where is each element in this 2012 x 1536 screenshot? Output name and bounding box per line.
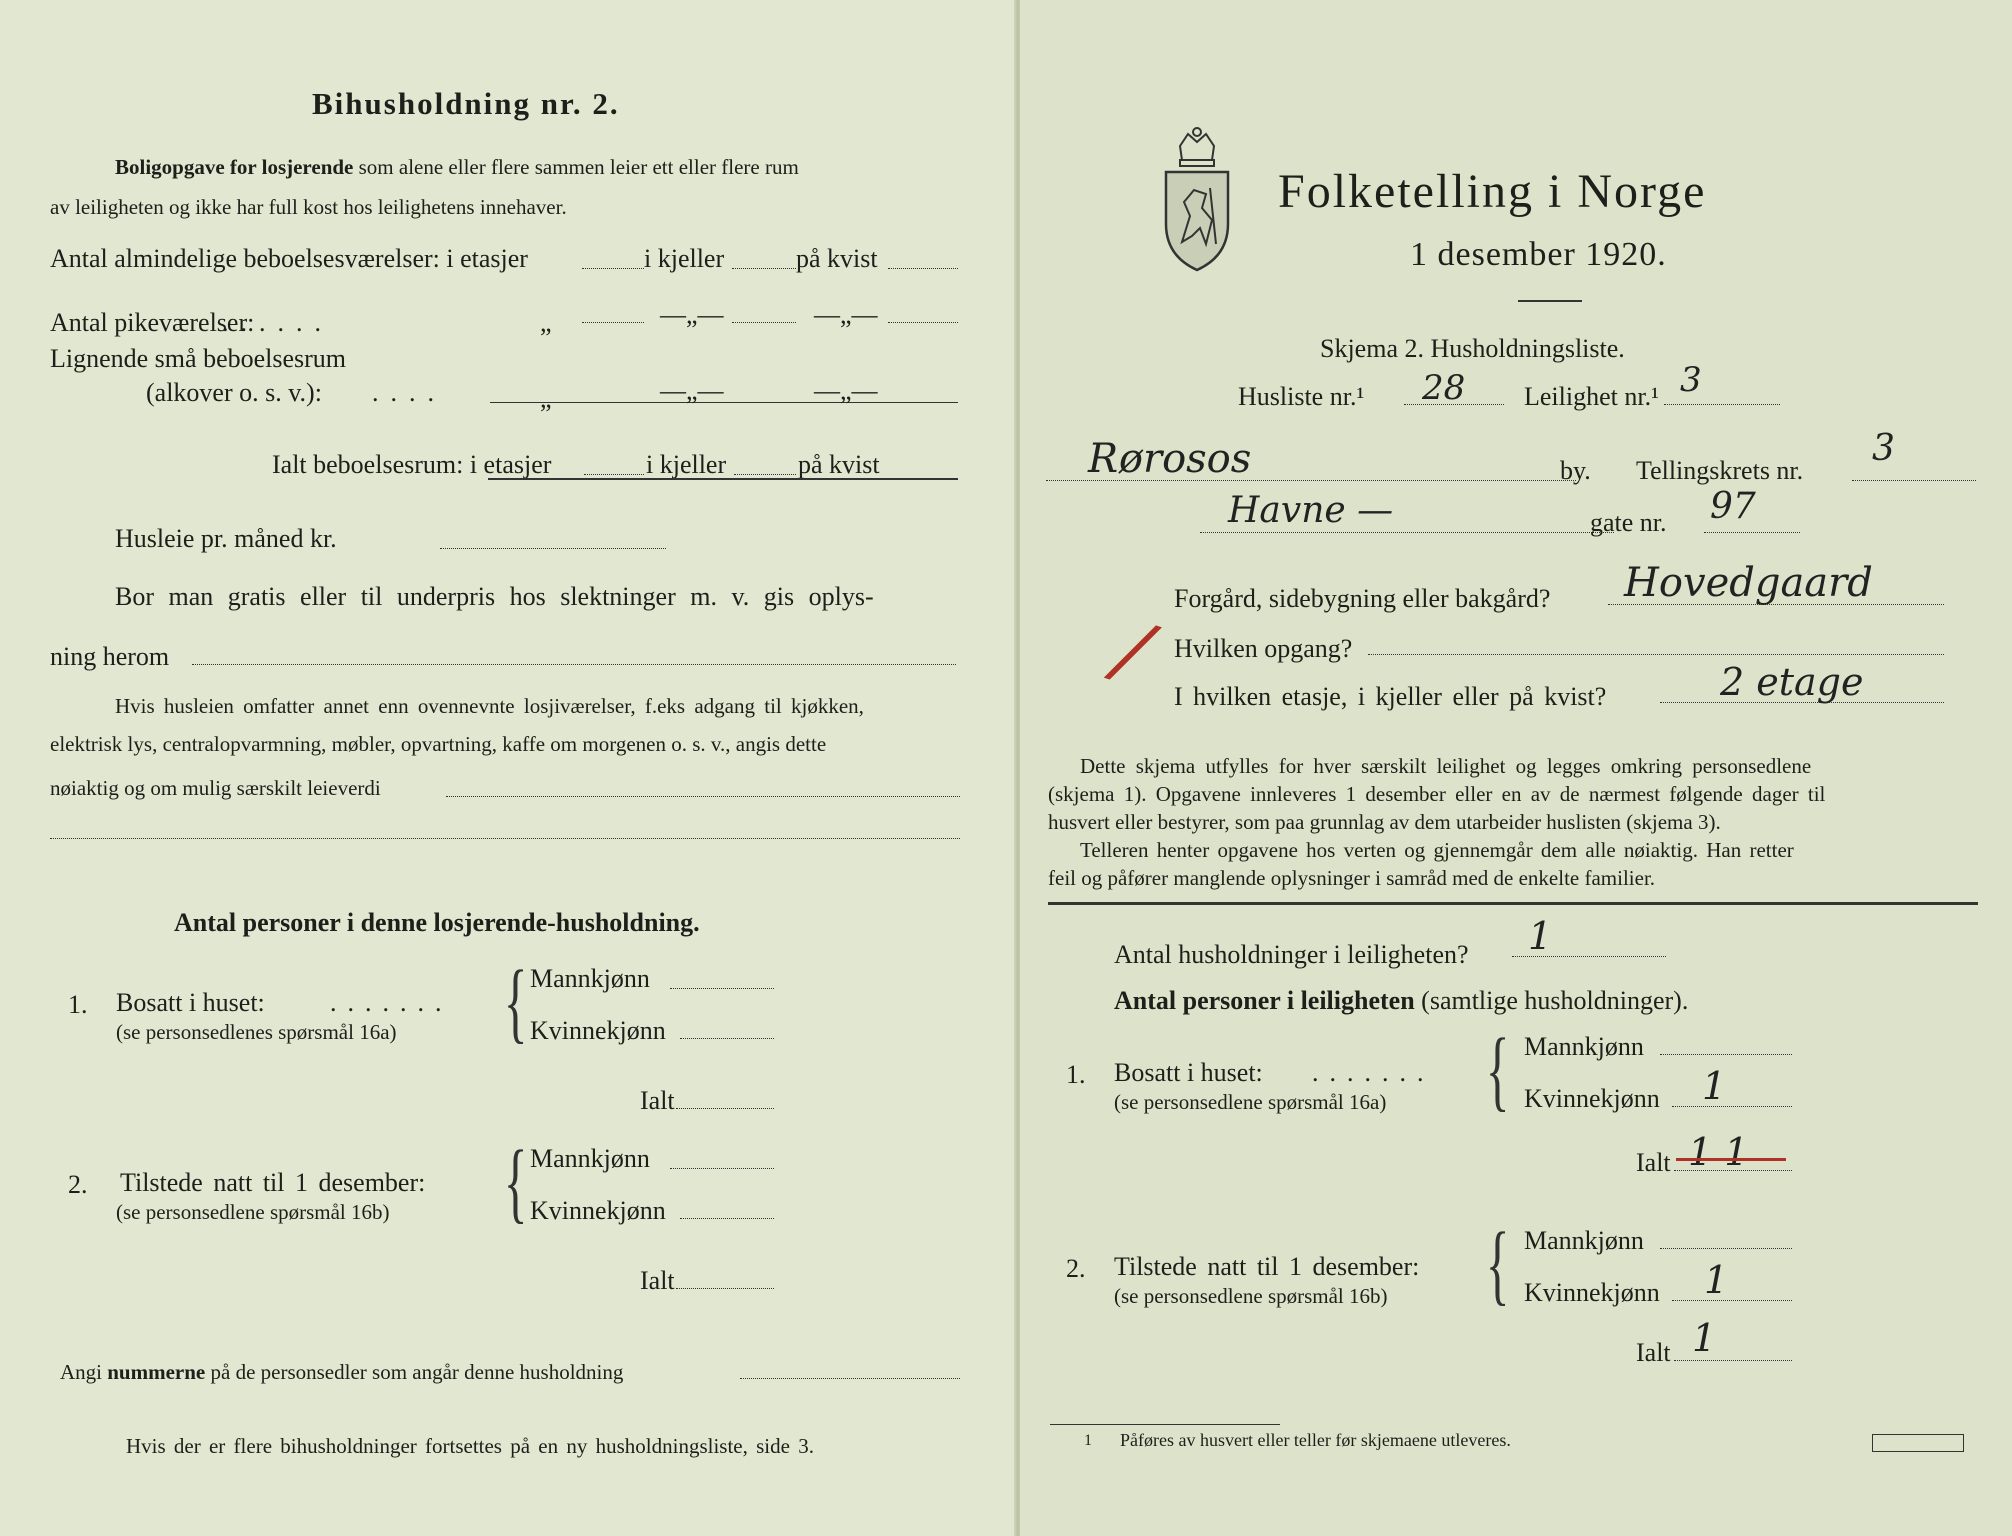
pike-kjeller-field[interactable]: [732, 322, 796, 323]
ialt-kjeller-field[interactable]: [734, 474, 796, 475]
tellingskrets-field[interactable]: [1852, 480, 1976, 481]
left-item-2-kvinnekjonn: Kvinnekjønn: [530, 1196, 666, 1225]
right-item-2-ialt: Ialt: [1636, 1338, 1671, 1367]
gate-field[interactable]: [1200, 532, 1614, 533]
norway-coat-of-arms-icon: [1160, 124, 1234, 274]
leieverdi-extra-field[interactable]: [50, 838, 960, 839]
leilighet-nr-label: Leilighet nr.¹: [1524, 382, 1659, 411]
antal-beboelsesvaerelser-label: Antal almindelige beboelsesværelser: i etasjer: [50, 244, 528, 273]
left-item-2-kvinnekjonn-field[interactable]: [680, 1218, 774, 1219]
right-item-1-ialt-value: 1 1: [1688, 1130, 1749, 1174]
right-item-1-mannkjonn: Mannkjønn: [1524, 1032, 1644, 1061]
angi-rest: på de personsedler som angår denne husholdning: [210, 1360, 624, 1384]
right-item-1-dots: .......: [1312, 1058, 1435, 1087]
flere-bihusholdninger-note: Hvis der er flere bihusholdninger fortsettes på en ny husholdningsliste, side 3.: [126, 1434, 814, 1458]
pikevaerelser-dots: ......: [222, 308, 333, 337]
alkover-ditto-mark: „: [540, 384, 552, 413]
right-item-2-mannkjonn-field[interactable]: [1660, 1248, 1792, 1249]
rooms-kjeller-label: i kjeller: [644, 244, 725, 273]
right-item-2-label: Tilstede natt til 1 desember:: [1114, 1252, 1420, 1281]
skjema-label: Skjema 2. Husholdningsliste.: [1320, 334, 1625, 363]
pikevaerelser-label: Antal pikeværelser:: [50, 308, 255, 337]
pike-ditto-mark: „: [540, 308, 552, 337]
right-item-1-kvinnekjonn: Kvinnekjønn: [1524, 1084, 1660, 1113]
right-item-2-brace: {: [1485, 1215, 1510, 1314]
right-item-1-brace: {: [1485, 1021, 1510, 1120]
leieverdi-field[interactable]: [446, 796, 960, 797]
right-item-2-kvinnekjonn: Kvinnekjønn: [1524, 1278, 1660, 1307]
husleie-field[interactable]: [440, 548, 666, 549]
right-item-2-ialt-field[interactable]: [1674, 1360, 1792, 1361]
footnote-marker: 1: [1084, 1432, 1092, 1449]
instructions-line1: Dette skjema utfylles for hver særskilt leilighet og legges omkring personsedlene: [1080, 754, 1812, 778]
husleie-omfatter-line3: nøiaktig og om mulig særskilt leieverdi: [50, 776, 381, 800]
alkover-underline: [490, 402, 958, 403]
husliste-nr-label: Husliste nr.¹: [1238, 382, 1365, 411]
red-check-mark: /: [1106, 602, 1161, 699]
left-item-1-mannkjonn: Mannkjønn: [530, 964, 650, 993]
tellingskrets-value: 3: [1872, 428, 1895, 469]
ialt-beboelsesrum-label: Ialt beboelsesrum: i etasjer: [272, 450, 552, 479]
husliste-nr-value: 28: [1422, 368, 1466, 408]
pike-kvist-field[interactable]: [888, 322, 958, 323]
instructions-line3: husvert eller bestyrer, som paa grunnlag av dem utarbeider huslisten (skjema 3).: [1048, 810, 1721, 834]
right-item-2-number: 2.: [1066, 1254, 1086, 1283]
left-item-2-mannkjonn: Mannkjønn: [530, 1144, 650, 1173]
right-item-1-ialt: Ialt: [1636, 1148, 1671, 1177]
husleie-label: Husleie pr. måned kr.: [115, 524, 337, 553]
leilighet-nr-field[interactable]: [1664, 404, 1780, 405]
left-item-1-label: Bosatt i huset:: [116, 988, 265, 1017]
gratis-line1: Bor man gratis eller til underpris hos slektninger m. v. gis oplys-: [115, 582, 874, 611]
left-item-2-brace: {: [503, 1133, 528, 1232]
antal-husholdninger-value: 1: [1528, 914, 1553, 958]
right-item-2-mannkjonn: Mannkjønn: [1524, 1226, 1644, 1255]
left-item-1-brace: {: [503, 953, 528, 1052]
footnote-text: Påføres av husvert eller teller før skjemaene utleveres.: [1120, 1430, 1511, 1450]
left-item-1-dots: .......: [330, 988, 453, 1017]
husleie-omfatter-line1: Hvis husleien omfatter annet enn ovennevnte losjiværelser, f.eks adgang til kjøkken,: [115, 694, 864, 718]
forgard-label: Forgård, sidebygning eller bakgård?: [1174, 584, 1551, 613]
alkover-ditto-dash-1: —„—: [660, 376, 724, 405]
opgang-field[interactable]: [1368, 654, 1944, 655]
census-date: 1 desember 1920.: [1410, 236, 1667, 273]
antal-personer-line: [1114, 986, 1688, 1016]
instructions-line2: (skjema 1). Opgavene innleveres 1 desember eller en av de nærmest følgende dager til: [1048, 782, 1826, 806]
ialt-kjeller-label: i kjeller: [646, 450, 727, 479]
left-item-2-mannkjonn-field[interactable]: [670, 1168, 774, 1169]
left-item-2-note: (se personsedlene spørsmål 16b): [116, 1200, 390, 1224]
right-item-2-kvinnekjonn-value: 1: [1704, 1258, 1729, 1302]
right-item-2-ialt-value: 1: [1692, 1316, 1717, 1360]
gate-nr-label: gate nr.: [1590, 508, 1667, 537]
footnote-rule: [1050, 1424, 1280, 1425]
right-item-1-label: Bosatt i huset:: [1114, 1058, 1263, 1087]
angi-nummerne-bold: nummerne: [107, 1360, 206, 1384]
right-item-2-note: (se personsedlene spørsmål 16b): [1114, 1284, 1388, 1308]
boligopgave-intro-bold: Boligopgave for losjerende: [115, 155, 354, 179]
gratis-line2: ning herom: [50, 642, 170, 671]
left-item-1-kvinnekjonn-field[interactable]: [680, 1038, 774, 1039]
alkover-label: (alkover o. s. v.):: [146, 378, 322, 407]
boligopgave-intro-rest: som alene eller flere sammen leier ett eller flere rum: [358, 155, 799, 179]
bihusholdning-heading: Bihusholdning nr. 2.: [312, 86, 620, 121]
left-item-1-number: 1.: [68, 990, 88, 1019]
rooms-kjeller-field[interactable]: [732, 268, 796, 269]
gratis-field[interactable]: [192, 664, 956, 665]
rooms-etasjer-field[interactable]: [582, 268, 644, 269]
forgard-value: Hovedgaard: [1624, 560, 1873, 606]
boligopgave-intro-line1: [115, 155, 799, 180]
left-item-1-ialt-field[interactable]: [676, 1108, 774, 1109]
opgang-label: Hvilken opgang?: [1174, 634, 1353, 663]
left-item-1-note: (se personsedlenes spørsmål 16a): [116, 1020, 397, 1044]
pike-ditto-dash-1: —„—: [660, 300, 724, 329]
right-page: [1020, 0, 2012, 1536]
etasje-value: 2 etage: [1720, 660, 1864, 704]
ialt-kvist-label: på kvist: [798, 450, 880, 479]
left-item-1-kvinnekjonn: Kvinnekjønn: [530, 1016, 666, 1045]
gate-nr-value: 97: [1710, 486, 1756, 527]
left-item-2-ialt: Ialt: [640, 1266, 675, 1295]
right-item-2-kvinnekjonn-field[interactable]: [1672, 1300, 1792, 1301]
printer-stamp: [1872, 1434, 1964, 1452]
rooms-kvist-field[interactable]: [888, 268, 958, 269]
lignende-label: Lignende små beboelsesrum: [50, 344, 347, 373]
gate-value: Havne —: [1228, 490, 1394, 531]
by-label: by.: [1560, 456, 1591, 485]
antal-personer-bold: Antal personer i leiligheten: [1114, 986, 1415, 1015]
alkover-ditto-dash-2: —„—: [814, 376, 878, 405]
section-rule: [1048, 902, 1978, 905]
leilighet-nr-value: 3: [1680, 360, 1702, 400]
ialt-etasjer-field[interactable]: [584, 474, 644, 475]
angi-field[interactable]: [740, 1378, 960, 1379]
right-item-1-number: 1.: [1066, 1060, 1086, 1089]
angi-nummerne-line: [60, 1360, 623, 1385]
antal-personer-losjerende-heading: Antal personer i denne losjerende-husholdning.: [174, 908, 700, 937]
instructions-line4: Telleren henter opgavene hos verten og gjennemgår dem alle nøiaktig. Han retter: [1080, 838, 1794, 862]
angi-label: Angi: [60, 1360, 102, 1384]
right-item-1-note: (se personsedlene spørsmål 16a): [1114, 1090, 1387, 1114]
left-item-2-ialt-field[interactable]: [676, 1288, 774, 1289]
right-item-1-mannkjonn-field[interactable]: [1660, 1054, 1792, 1055]
boligopgave-intro-line2: av leiligheten og ikke har full kost hos leilighetens innehaver.: [50, 195, 567, 219]
alkover-dots: ....: [372, 378, 446, 407]
right-item-1-kvinnekjonn-value: 1: [1702, 1064, 1727, 1108]
rooms-kvist-label: på kvist: [796, 244, 878, 273]
left-item-2-number: 2.: [68, 1170, 88, 1199]
left-item-2-label: Tilstede natt til 1 desember:: [120, 1168, 426, 1197]
left-item-1-mannkjonn-field[interactable]: [670, 988, 774, 989]
right-item-1-ialt-red-correction: [1676, 1158, 1786, 1161]
left-item-1-ialt: Ialt: [640, 1086, 675, 1115]
gate-nr-field[interactable]: [1704, 532, 1800, 533]
pike-etasjer-field[interactable]: [582, 322, 644, 323]
ialt-underline: [488, 478, 958, 480]
antal-husholdninger-label: Antal husholdninger i leiligheten?: [1114, 940, 1469, 969]
pike-ditto-dash-2: —„—: [814, 300, 878, 329]
tellingskrets-label: Tellingskrets nr.: [1636, 456, 1804, 485]
husleie-omfatter-line2: elektrisk lys, centralopvarmning, møbler, opvartning, kaffe om morgenen o. s. v., angis dette: [50, 732, 827, 756]
right-item-1-kvinnekjonn-field[interactable]: [1672, 1106, 1792, 1107]
by-value: Rørosos: [1088, 436, 1252, 482]
title-rule: [1518, 300, 1582, 302]
antal-personer-rest: (samtlige husholdninger).: [1421, 986, 1689, 1015]
etasje-label: I hvilken etasje, i kjeller eller på kvist?: [1174, 682, 1607, 711]
instructions-line5: feil og påfører manglende oplysninger i samråd med de enkelte familier.: [1048, 866, 1656, 890]
folketelling-title: Folketelling i Norge: [1278, 165, 1707, 218]
